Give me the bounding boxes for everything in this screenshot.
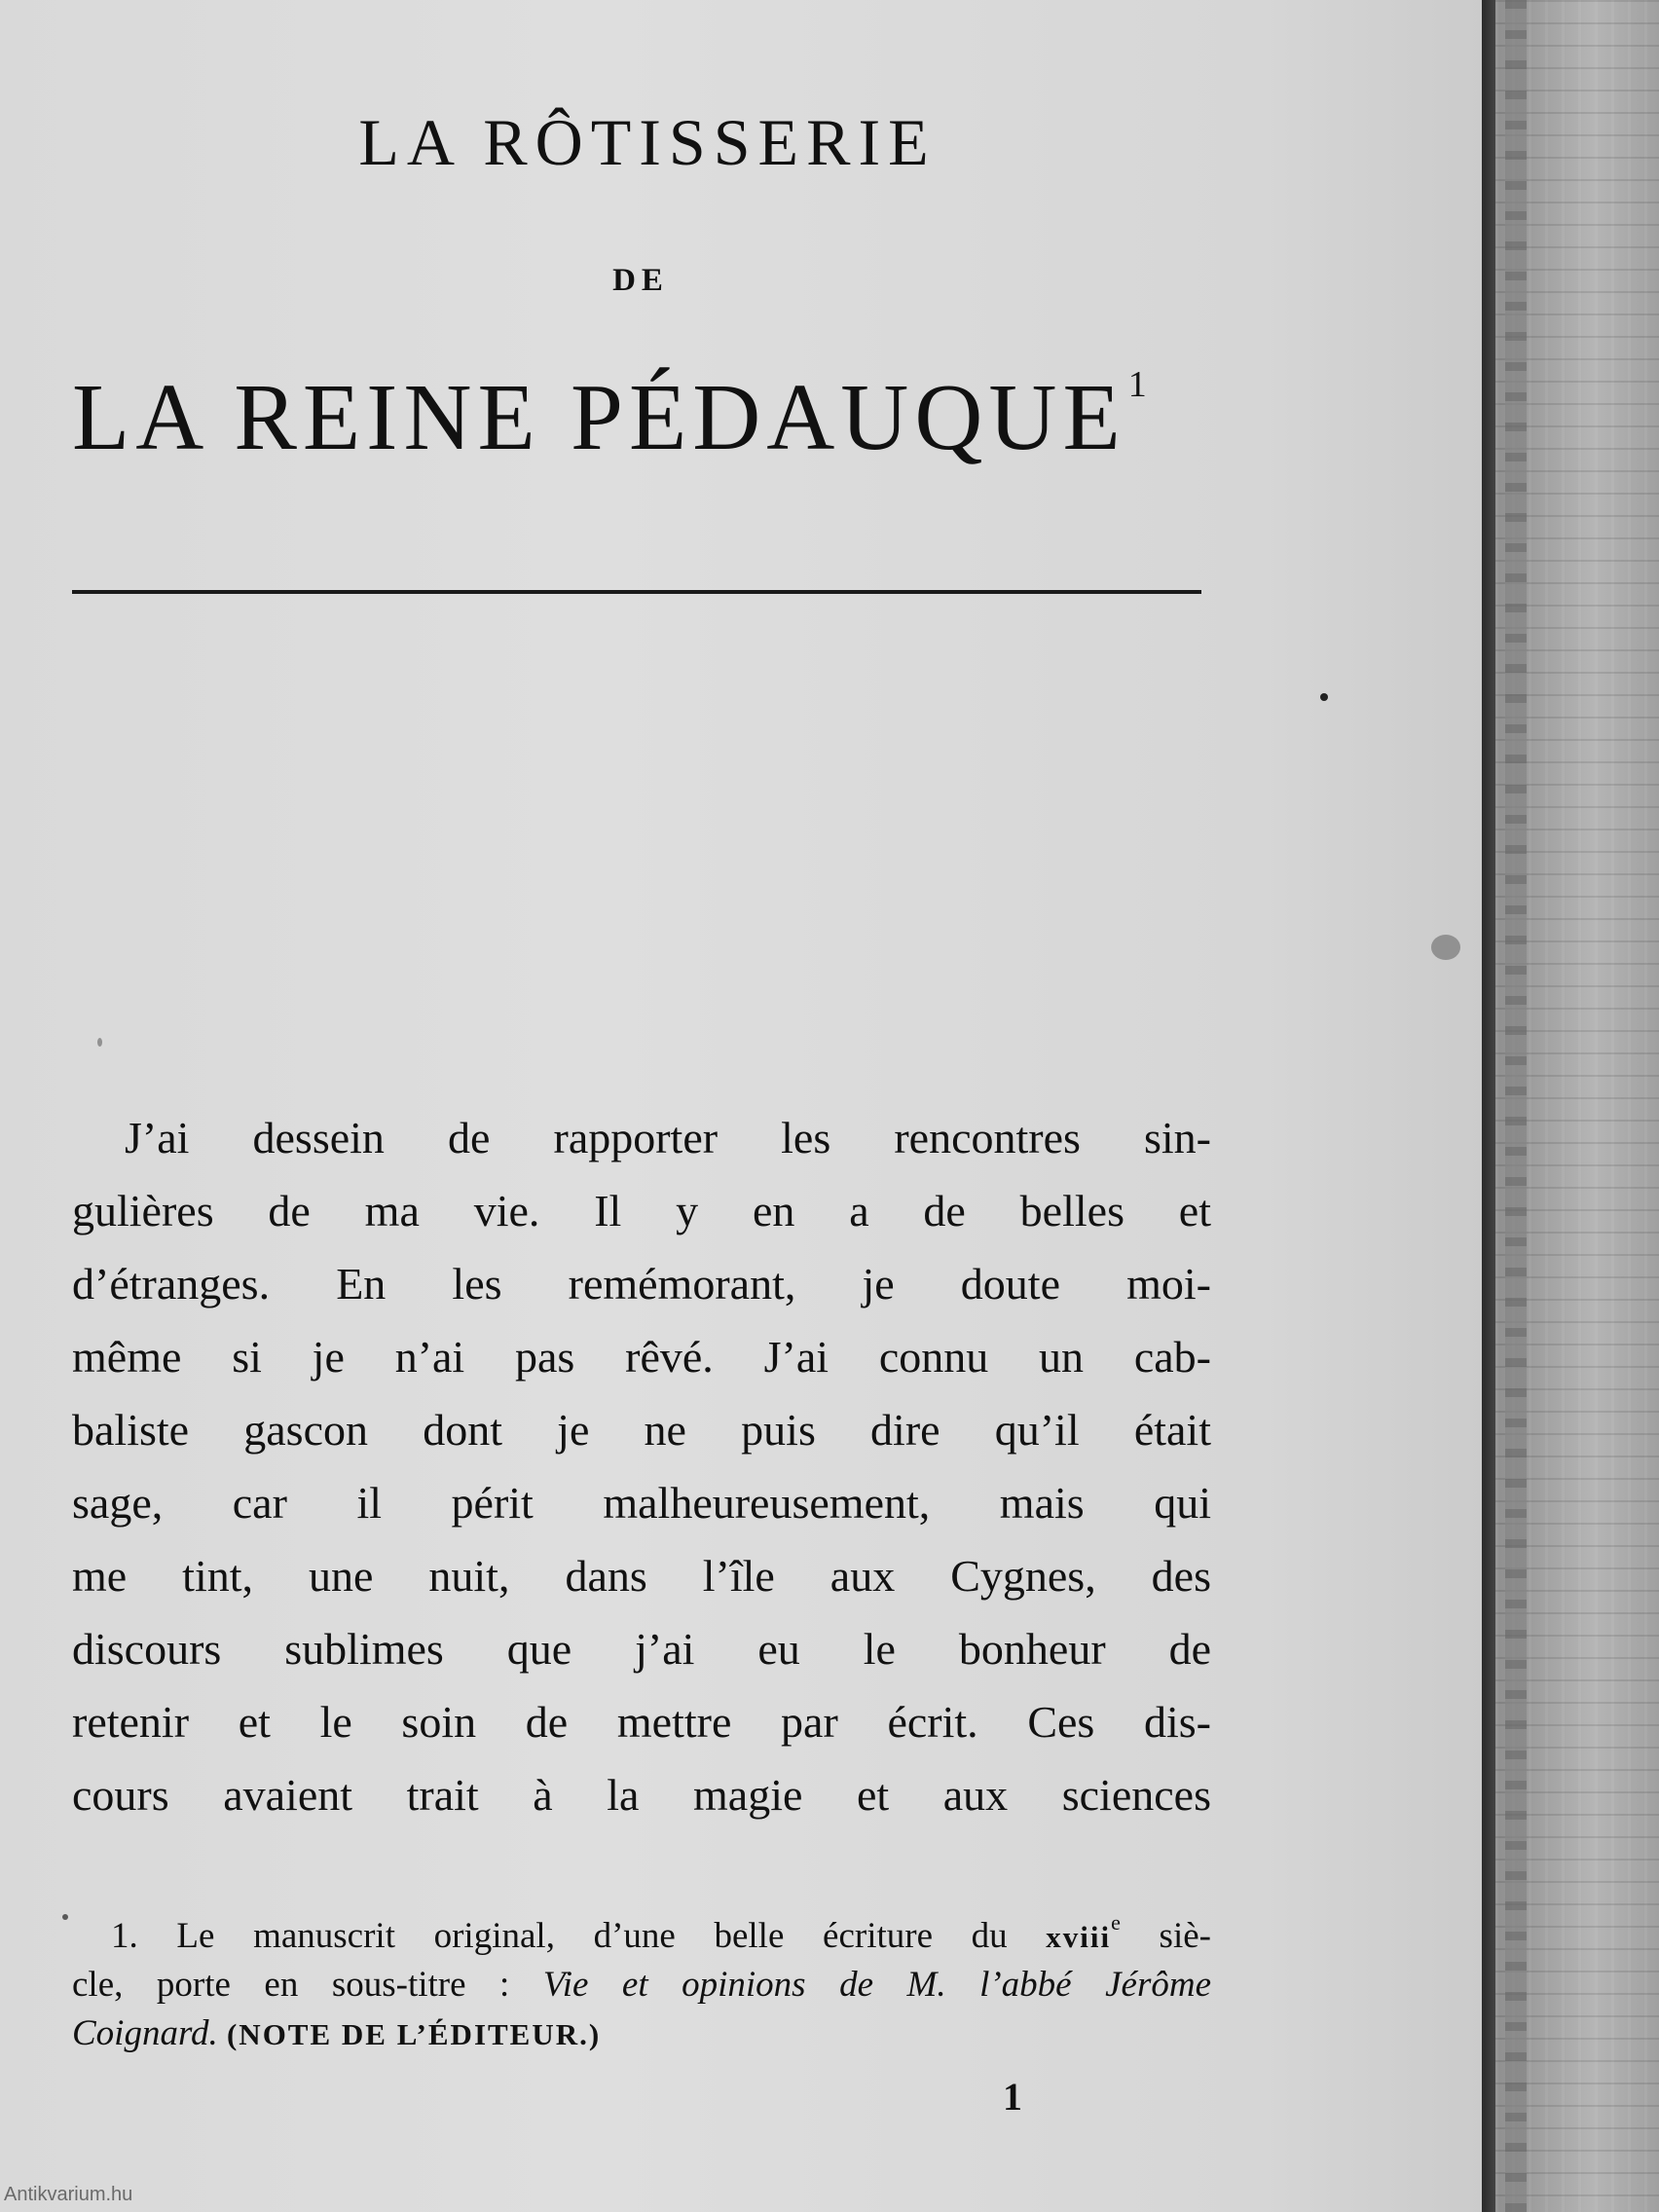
footnote-century: xviii	[1046, 1920, 1112, 1954]
body-line: retenir et le soin de mettre par écrit. Ces dis-	[72, 1697, 1211, 1747]
title-line-2-text: LA REINE PÉDAUQUE	[72, 365, 1126, 469]
watermark: Antikvarium.hu	[4, 2184, 133, 2205]
ink-speck	[1320, 693, 1328, 701]
ink-speck	[62, 1914, 68, 1920]
title-footnote-marker: 1	[1127, 364, 1147, 405]
body-line: J’ai dessein de rapporter les rencontres sin-	[125, 1113, 1211, 1162]
footnote-italic-title: Coignard.	[72, 2013, 218, 2053]
footnote-text: cle, porte en sous-titre :	[72, 1965, 543, 2005]
body-line: me tint, une nuit, dans l’île aux Cygnes, des	[72, 1551, 1211, 1601]
page-number: 1	[1003, 2075, 1022, 2119]
body-line: gulières de ma vie. Il y en a de belles et	[72, 1186, 1211, 1235]
footnote-text: 1. Le manuscrit original, d’une belle écriture du	[111, 1916, 1047, 1956]
footnote-century-suffix: e	[1111, 1910, 1121, 1935]
footnote-line-1	[72, 1912, 1211, 1961]
title-line-2	[72, 364, 1240, 469]
title-connector: DE	[612, 263, 669, 298]
body-paragraph	[72, 1101, 1211, 1831]
footnote-text: siè-	[1120, 1916, 1211, 1956]
title-line-1: LA RÔTISSERIE	[358, 105, 937, 179]
body-line: même si je n’ai pas rêvé. J’ai connu un cab-	[72, 1332, 1211, 1382]
body-line: d’étranges. En les remémorant, je doute moi-	[72, 1259, 1211, 1309]
body-line: baliste gascon dont je ne puis dire qu’il était	[72, 1405, 1211, 1455]
footnote-italic-title: Vie et opinions de M. l’abbé Jérôme	[542, 1965, 1211, 2005]
footnote	[72, 1912, 1211, 2058]
body-line: sage, car il périt malheureusement, mais qui	[72, 1478, 1211, 1528]
ink-speck	[97, 1038, 102, 1047]
page-edge	[1482, 0, 1495, 2212]
ink-speck	[1431, 935, 1460, 960]
footnote-editor-note: (NOTE DE L’ÉDITEUR.)	[226, 2017, 602, 2051]
title-divider	[72, 590, 1201, 594]
body-line: discours sublimes que j’ai eu le bonheur de	[72, 1624, 1211, 1674]
book-spine-texture	[1505, 0, 1527, 2212]
footnote-line-2	[72, 1961, 1211, 2009]
footnote-line-3	[72, 2009, 1211, 2058]
body-line: cours avaient trait à la magie et aux sciences	[72, 1770, 1211, 1820]
